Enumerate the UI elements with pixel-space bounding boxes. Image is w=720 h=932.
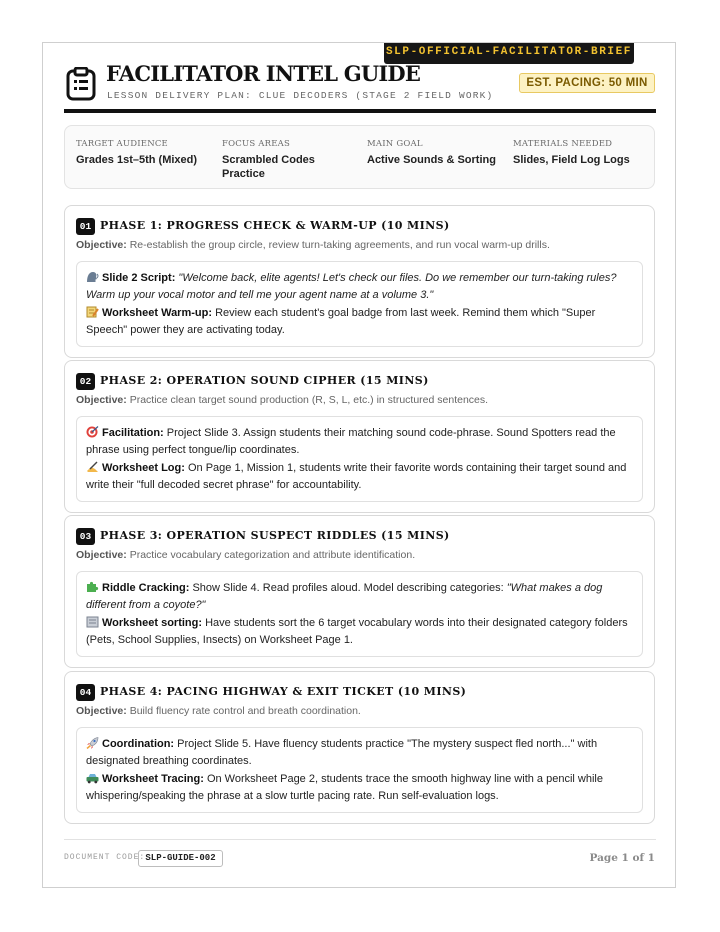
meta-label: MATERIALS NEEDED bbox=[513, 139, 613, 149]
target-icon bbox=[86, 426, 99, 438]
page-subtitle: LESSON DELIVERY PLAN: CLUE DECODERS (STAGE 2 FIELD WORK) bbox=[107, 90, 494, 101]
item-label: Facilitation: bbox=[102, 427, 164, 439]
phase-card-1 bbox=[64, 205, 655, 358]
objective-label: Objective: bbox=[76, 394, 127, 406]
instruction-item bbox=[86, 615, 632, 648]
page-number: Page 1 of 1 bbox=[589, 852, 655, 864]
phase-title: PHASE 1: PROGRESS CHECK & WARM-UP (10 MINS) bbox=[100, 219, 450, 232]
instruction-item bbox=[86, 771, 632, 804]
phase-instructions bbox=[76, 571, 643, 657]
phase-title: PHASE 3: OPERATION SUSPECT RIDDLES (15 MINS) bbox=[100, 529, 450, 542]
instruction-item bbox=[86, 270, 632, 303]
item-text: Show Slide 4. Read profiles aloud. Model describing categories: bbox=[192, 582, 507, 594]
meta-label: TARGET AUDIENCE bbox=[76, 139, 168, 149]
item-label: Coordination: bbox=[102, 738, 175, 750]
item-text: Project Slide 3. Assign students their matching sound code-phrase. Sound Spotters read the phrase using perfect tongue/lip coordinates. bbox=[86, 427, 616, 456]
phase-objective bbox=[76, 549, 415, 561]
meta-materials bbox=[513, 139, 653, 167]
meta-main-goal bbox=[367, 139, 507, 167]
phase-instructions bbox=[76, 416, 643, 502]
phase-objective bbox=[76, 394, 488, 406]
phase-objective bbox=[76, 705, 361, 717]
item-text: On Page 1, Mission 1, students write their favorite words containing their target sound and write their "full decoded secret phrase" for accountability. bbox=[86, 462, 627, 491]
meta-value: Active Sounds & Sorting bbox=[367, 154, 496, 166]
objective-text: Build fluency rate control and breath coordination. bbox=[129, 705, 361, 717]
phase-title: PHASE 4: PACING HIGHWAY & EXIT TICKET (10 MINS) bbox=[100, 685, 467, 698]
pacing-badge: EST. PACING: 50 MIN bbox=[519, 73, 655, 93]
brief-tab-label: SLP-OFFICIAL-FACILITATOR-BRIEF bbox=[384, 43, 634, 64]
meta-focus-areas bbox=[222, 139, 342, 181]
objective-label: Objective: bbox=[76, 549, 127, 561]
puzzle-piece-icon bbox=[86, 581, 99, 593]
item-label: Worksheet sorting: bbox=[102, 617, 203, 629]
instruction-item bbox=[86, 460, 632, 493]
item-text: "Welcome back, elite agents! Let's check our files. Do we remember our turn-taking rules? Warm up your vocal motor and tell me your agent name at a volume 3." bbox=[86, 272, 617, 301]
phase-instructions bbox=[76, 727, 643, 813]
item-text: On Worksheet Page 2, students trace the smooth highway line with a pencil while whispering/speaking the phrase at a slow turtle pacing rate. Run self-evaluation logs. bbox=[86, 773, 603, 802]
header-rule bbox=[64, 109, 656, 113]
meta-label: FOCUS AREAS bbox=[222, 139, 290, 149]
phase-card-4 bbox=[64, 671, 655, 824]
document-code-label: DOCUMENT CODE: bbox=[64, 853, 146, 862]
item-text: Have students sort the 6 target vocabulary words into their designated category folders (Pets, School Supplies, Insects) on Worksheet Page 1. bbox=[86, 617, 628, 646]
page-title: FACILITATOR INTEL GUIDE bbox=[106, 61, 421, 86]
instruction-item bbox=[86, 580, 632, 613]
phase-card-3 bbox=[64, 515, 655, 668]
clipboard-icon bbox=[66, 67, 96, 101]
objective-label: Objective: bbox=[76, 705, 127, 717]
phase-number-badge: 04 bbox=[76, 684, 95, 701]
meta-value: Grades 1st–5th (Mixed) bbox=[76, 154, 198, 166]
meta-panel bbox=[64, 125, 655, 189]
car-icon bbox=[86, 772, 99, 784]
folder-icon bbox=[86, 616, 99, 628]
meta-label: MAIN GOAL bbox=[367, 139, 423, 149]
phase-instructions bbox=[76, 261, 643, 347]
item-label: Slide 2 Script: bbox=[102, 272, 176, 284]
phase-card-2 bbox=[64, 360, 655, 513]
speaking-head-icon bbox=[86, 271, 99, 283]
instruction-item bbox=[86, 736, 632, 769]
phase-objective bbox=[76, 239, 550, 251]
item-label: Worksheet Log: bbox=[102, 462, 185, 474]
objective-text: Practice clean target sound production (R, S, L, etc.) in structured sentences. bbox=[129, 394, 489, 406]
objective-text: Re-establish the group circle, review turn-taking agreements, and run vocal warm-up drills. bbox=[129, 239, 550, 251]
meta-value: Scrambled Codes Practice bbox=[222, 154, 315, 180]
phase-number-badge: 01 bbox=[76, 218, 95, 235]
footer-rule bbox=[64, 839, 656, 840]
instruction-item bbox=[86, 305, 632, 338]
memo-icon bbox=[86, 306, 99, 318]
phase-number-badge: 02 bbox=[76, 373, 95, 390]
phase-title: PHASE 2: OPERATION SOUND CIPHER (15 MINS) bbox=[100, 374, 429, 387]
item-label: Riddle Cracking: bbox=[102, 582, 190, 594]
rocket-icon bbox=[86, 737, 99, 749]
document-code-badge: SLP-GUIDE-002 bbox=[138, 850, 223, 867]
item-text: Review each student's goal badge from last week. Remind them which "Super Speech" power they are activating today. bbox=[86, 307, 596, 336]
instruction-item bbox=[86, 425, 632, 458]
writing-hand-icon bbox=[86, 461, 99, 473]
phase-number-badge: 03 bbox=[76, 528, 95, 545]
objective-label: Objective: bbox=[76, 239, 127, 251]
item-label: Worksheet Tracing: bbox=[102, 773, 204, 785]
item-text: Project Slide 5. Have fluency students practice "The mystery suspect fled north..." with designated breathing coordinates. bbox=[86, 738, 598, 767]
item-quote: "What makes a dog different from a coyote?" bbox=[86, 582, 603, 611]
item-label: Worksheet Warm-up: bbox=[102, 307, 213, 319]
meta-value: Slides, Field Log Logs bbox=[513, 154, 630, 166]
objective-text: Practice vocabulary categorization and attribute identification. bbox=[129, 549, 416, 561]
meta-target-audience bbox=[76, 139, 216, 167]
